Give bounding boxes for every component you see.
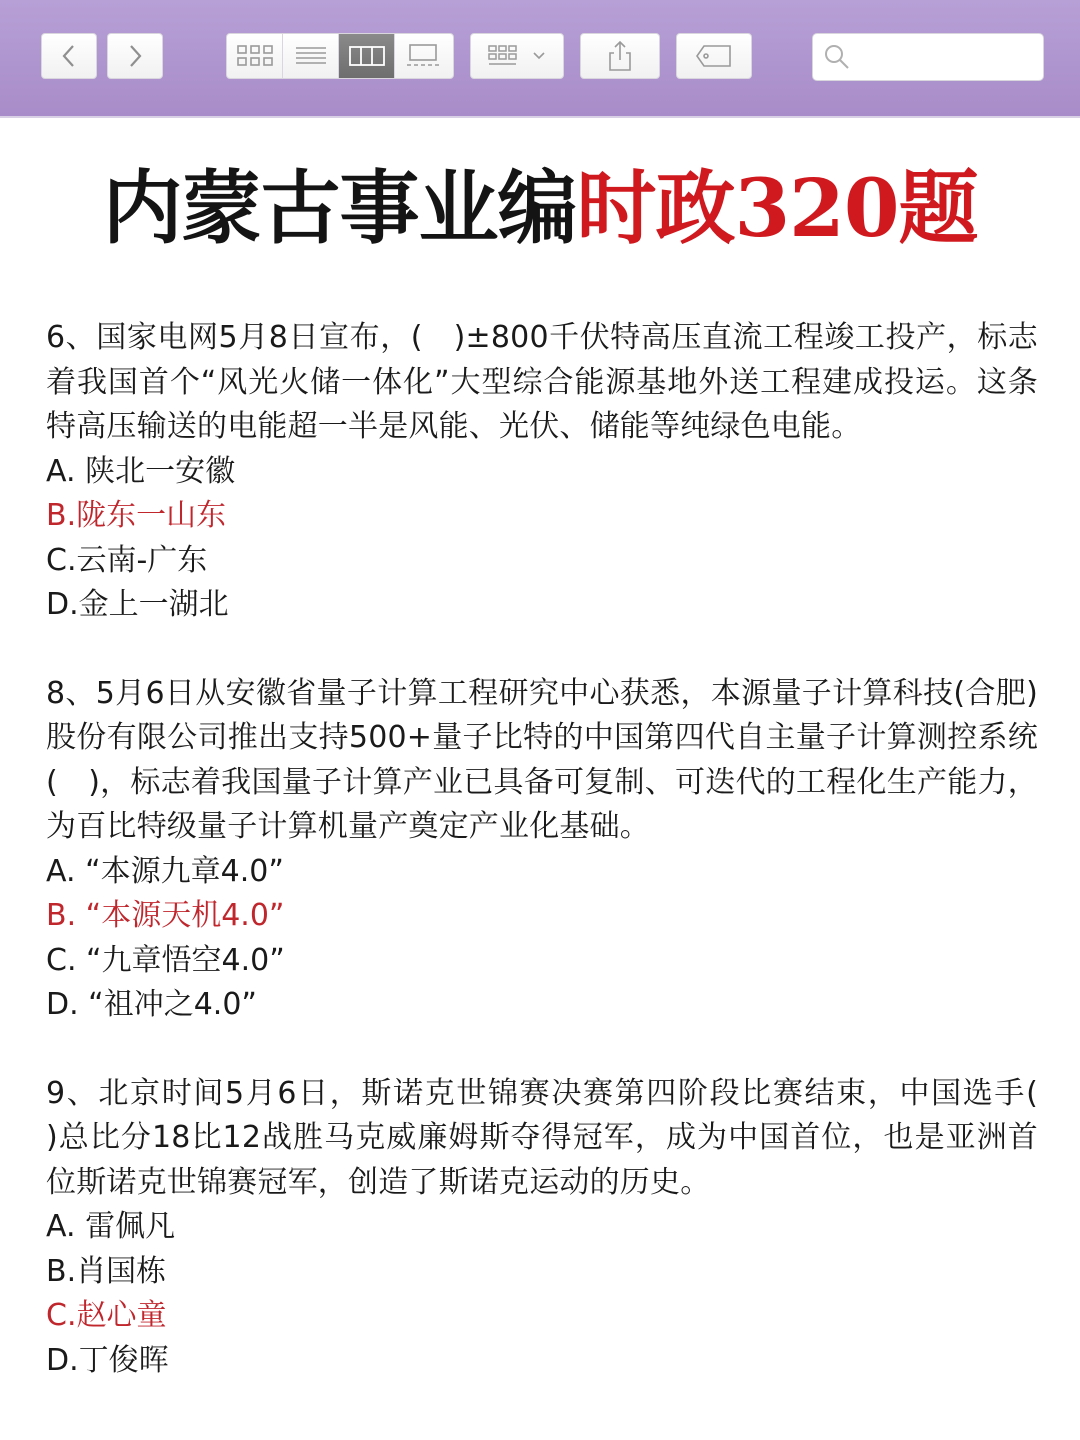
option-d: D.金上一湖北: [46, 587, 229, 622]
tag-icon: [694, 43, 734, 69]
question-8: [46, 672, 1038, 1028]
grid-view-icon: [235, 43, 275, 69]
gallery-view-button[interactable]: [395, 34, 451, 78]
question-6: [46, 316, 1038, 628]
toolbar: [0, 0, 1080, 118]
group-by-icon: [487, 43, 531, 69]
chevron-left-icon: [58, 43, 80, 69]
option-c: C. “九章悟空4.0”: [46, 942, 285, 978]
chevron-down-icon: [531, 43, 547, 69]
tag-button[interactable]: [676, 33, 752, 79]
column-view-button[interactable]: [339, 34, 395, 78]
question-list: [46, 316, 1078, 1427]
group-by-button[interactable]: [470, 33, 564, 79]
question-text: 9、北京时间5月6日，斯诺克世锦赛决赛第四阶段比赛结束，中国选手( )总比分18比12战胜马克威廉姆斯夺得冠军，成为中国首位，也是亚洲首位斯诺克世锦赛冠军，创造了斯诺克运动的历史。: [46, 1075, 1078, 1200]
option-b: B.陇东一山东: [46, 498, 227, 533]
option-c: C.云南-广东: [46, 542, 208, 578]
option-a: A. “本源九章4.0”: [46, 853, 284, 889]
search-box[interactable]: [812, 33, 1044, 81]
search-input[interactable]: [859, 46, 1033, 69]
grid-view-button[interactable]: [227, 34, 283, 78]
option-c: C.赵心童: [46, 1298, 167, 1333]
view-mode-group: [226, 33, 454, 79]
list-view-button[interactable]: [283, 34, 339, 78]
question-9: [46, 1072, 1078, 1384]
page-title: [0, 160, 1080, 256]
option-b: B.肖国栋: [46, 1253, 167, 1289]
forward-button[interactable]: [107, 33, 163, 79]
question-text: 8、5月6日从安徽省量子计算工程研究中心获悉，本源量子计算科技(合肥)股份有限公司推出支持500+量子比特的中国第四代自主量子计算测控系统( )，标志着我国量子计算产业已具备可复制、可迭代的工程化生产能力，为百比特级量子计算机量产奠定产业化基础。: [46, 675, 1038, 844]
option-d: D.丁俊晖: [46, 1342, 169, 1378]
list-view-icon: [293, 43, 329, 69]
option-a: A. 雷佩凡: [46, 1209, 176, 1244]
chevron-right-icon: [124, 43, 146, 69]
gallery-view-icon: [403, 43, 443, 69]
share-button[interactable]: [580, 33, 660, 79]
option-a: A. 陕北一安徽: [46, 453, 236, 489]
question-text: 6、国家电网5月8日宣布，( )±800千伏特高压直流工程竣工投产，标志着我国首个“风光火储一体化”大型综合能源基地外送工程建成投运。这条特高压输送的电能超一半是风能、光伏、储能等纯绿色电能。: [46, 320, 1038, 444]
option-d: D. “祖冲之4.0”: [46, 987, 257, 1022]
title-red-part: 时政320题: [576, 161, 978, 255]
back-button[interactable]: [41, 33, 97, 79]
title-black-part: 内蒙古事业编: [102, 161, 577, 255]
option-b: B. “本源天机4.0”: [46, 898, 285, 933]
share-icon: [605, 39, 635, 73]
search-icon: [823, 43, 851, 71]
column-view-icon: [347, 43, 387, 69]
